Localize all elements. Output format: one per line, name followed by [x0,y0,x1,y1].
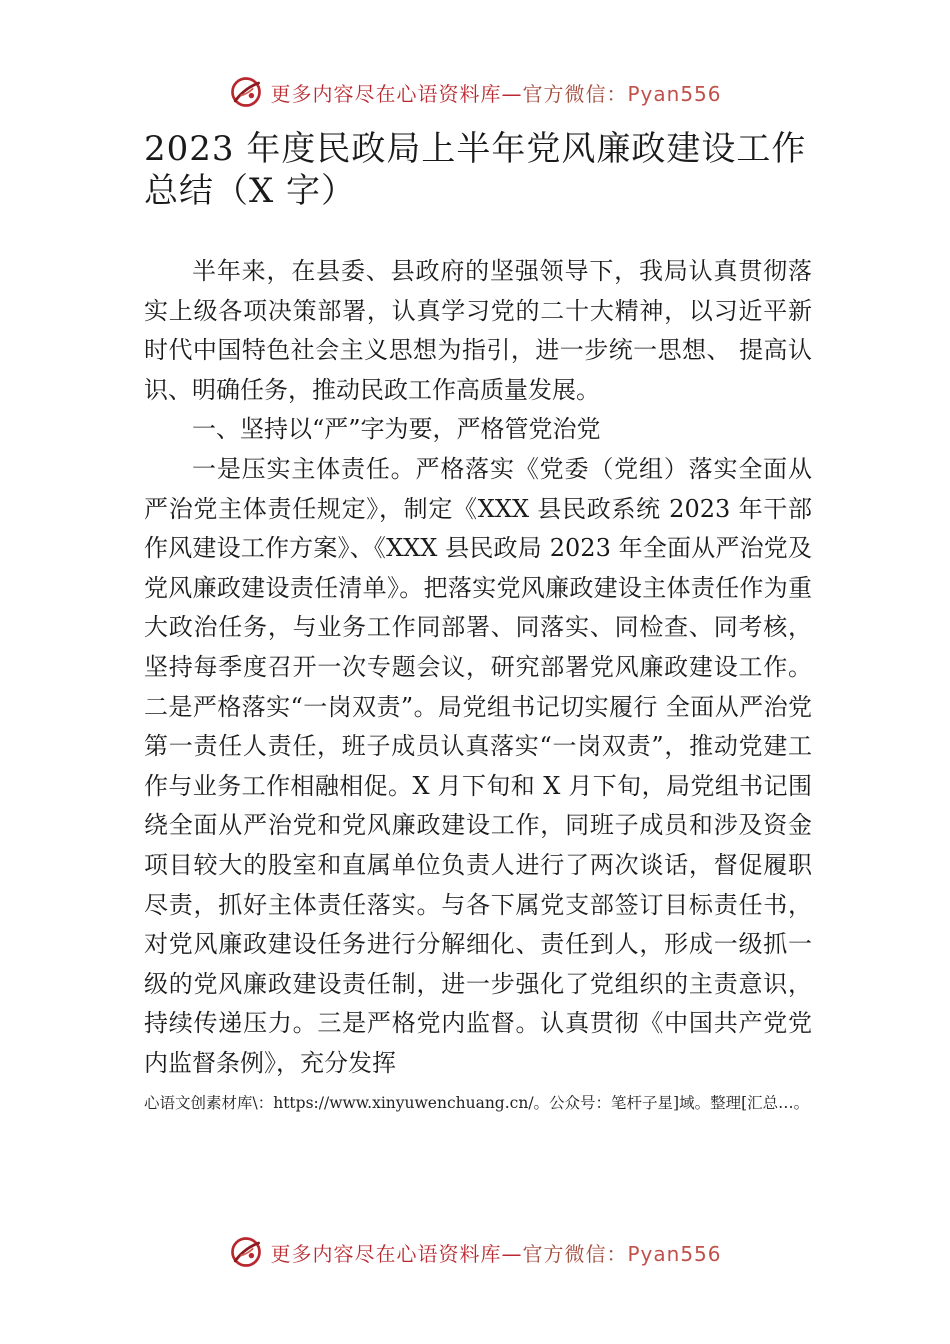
banner-slogan: 更多内容尽在心语资料库 [270,1241,502,1266]
brand-logo-icon [228,74,264,110]
banner-slogan: 更多内容尽在心语资料库 [270,81,502,106]
banner-text [270,78,721,107]
banner-separator: — [501,1241,523,1266]
document-body [144,252,812,1083]
banner-separator: — [501,81,523,106]
document-title: 2023 年度民政局上半年党风廉政建设工作总结（X 字） [144,129,807,211]
top-watermark-banner [0,72,950,112]
banner-account: Pyan556 [627,1241,722,1266]
paragraph-intro: 半年来，在县委、县政府的坚强领导下，我局认真贯彻落实上级各项决策部署，认真学习党的二十大精神，以习近平新时代中国特色社会主义思想为指引，进一步统一思想、 提高认识、明确任务，推动民政工作高质量发展。 [144,257,812,404]
banner-text [270,1238,721,1267]
footer-source-note: 心语文创素材库\：https://www.xinyuwenchuang.cn/。公众号：笔杆子星]域。整理[汇总…。 [144,1094,810,1112]
paragraph-section-1: 一是压实主体责任。严格落实《党委（党组）落实全面从严治党主体责任规定》，制定《XXX 县民政系统 2023 年干部作风建设工作方案》、《XXX 县民政局 2023 年全面从严治党及党风廉政建设责任清单》。把落实党风廉政建设主体责任作为重大政治任务，与业务工作同部署、同落实、同检查、同考核，坚持每季度召开一次专题会议，研究部署党风廉政建设工作。二是严格落实“一岗双责”。局党组书记切实履行 全面从严治党第一责任人责任，班子成员认真落实“一岗双责”，推动党建工作与业务工作相融相促。X 月下旬和 X 月下旬，局党组书记围绕全面从严治党和党风廉政建设工作，同班子成员和涉及资金项目较大的股室和直属单位负责人进行了两次谈话，督促履职尽责，抓好主体责任落实。与各下属党支部签订目标责任书，对党风廉政建设任务进行分解细化、责任到人，形成一级抓一级的党风廉政建设责任制，进一步强化了党组织的主责意识，持续传递压力。三是严格党内监督。认真贯彻《中国共产党党内监督条例》，充分发挥 [144,454,812,1077]
banner-account: Pyan556 [627,81,722,106]
brand-logo-icon [228,1234,264,1270]
banner-wechat-label: 官方微信： [522,81,628,106]
section-heading-1: 一、坚持以“严”字为要，严格管党治党 [192,415,601,444]
bottom-watermark-banner [0,1232,950,1272]
banner-wechat-label: 官方微信： [522,1241,628,1266]
